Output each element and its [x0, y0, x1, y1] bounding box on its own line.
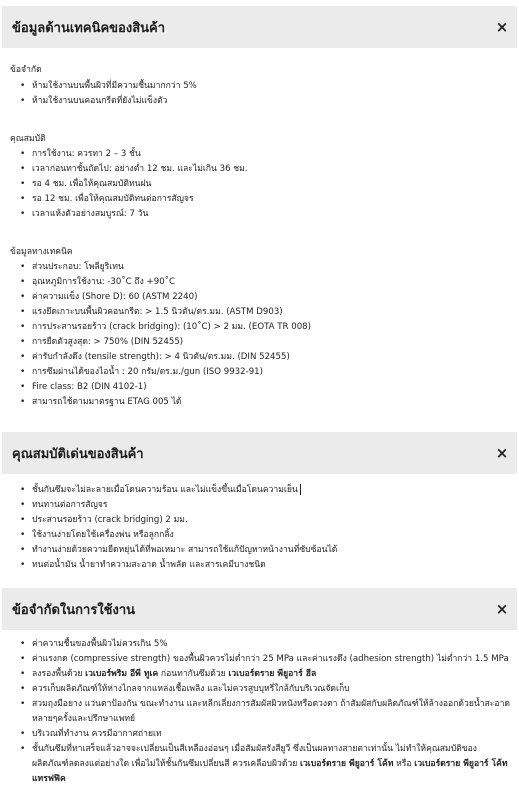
list-item: • เวลาก่อนทาชั้นถัดไป: อย่างต่ำ 12 ชม. และไม่เกิน 36 ชม. — [20, 162, 509, 177]
technical-data-content — [0, 48, 519, 410]
list-item: • ชั้นกันซึมจะไม่ละลายเมื่อโดนความร้อน และไม่แข็งขึ้นเมื่อโดนความเย็น — [20, 483, 509, 498]
list-item: • สามารถใช้ตามมาตรฐาน ETAG 005 ได้ — [20, 395, 509, 410]
list-item: • รอ 12 ชม. เพื่อให้คุณสมบัติทนต่อการสัญจร — [20, 192, 509, 207]
list-item: • บริเวณที่ทำงาน ควรมีอากาศถ่ายเท — [20, 727, 513, 742]
usage-limitations-content — [0, 630, 519, 787]
close-icon[interactable]: × — [495, 18, 509, 36]
product-name: เวเบอร์ดราย พียูอาร์ โค้ท แทรฟฟิค — [32, 759, 508, 784]
list-item: • ส่วนประกอบ: โพลียูริเทน — [20, 260, 509, 275]
list-item: • การซึมผ่านได้ของไอน้ำ : 20 กรัม/ตร.ม./gun (ISO 9932-91) — [20, 365, 509, 380]
list-item: • การยืดตัวสูงสุด: > 750% (DIN 52455) — [20, 335, 509, 350]
list-item: • อุณหภูมิการใช้งาน: -30˚C ถึง +90˚C — [20, 275, 509, 290]
technical-data-header[interactable] — [2, 6, 517, 48]
list-item: • ค่าแรงกด (compressive strength) ของพื้นผิวควรไม่ต่ำกว่า 25 MPa และค่าแรงดึง (adhesion strength) ไม่ต่ำกว่า 1.5 MPa — [20, 652, 513, 667]
properties-list — [10, 147, 509, 222]
section-title: ข้อจำกัดในการใช้งาน — [12, 602, 136, 618]
list-item: • ทนต่อน้ำมัน น้ำยาทำความสะอาด น้ำพลัด และสารเคมีบางชนิด — [20, 558, 509, 573]
product-highlights-content — [0, 474, 519, 573]
product-name: เวเบอร์พริม อีพี ทูเค — [85, 669, 159, 679]
list-item: • ค่าความแข็ง (Shore D): 60 (ASTM 2240) — [20, 290, 509, 305]
product-accordion-page — [0, 6, 519, 796]
usage-limitations-list — [10, 637, 513, 787]
text-cursor — [300, 484, 301, 495]
list-item: • ชั้นกันซึมที่ทาเสร็จแล้วอาจจะเปลี่ยนเป็นสีเหลืองอ่อนๆ เมื่อสัมผัสรังสียูวี ซึ่งเป็นผลทางสายตาเท่านั้น ไม่ทำให้คุณสมบัติของผลิตภัณฑ์ลดลงแต่อย่างใด เพื่อไม่ให้ชั้นกันซึมเปลี่ยนสี ควรเคลือบผิวด้วย เวเบอร์ดราย พียูอาร์ โค้ท หรือ เวเบอร์ดราย พียูอาร์ โค้ท แทรฟฟิค — [20, 742, 513, 787]
list-item: • การประสานรอยร้าว (crack bridging): (10˚C) > 2 มม. (EOTA TR 008) — [20, 320, 509, 335]
list-item: • ทำงานง่ายด้วยความยืดหยุ่นได้ที่พอเหมาะ สามารถใช้แก้ปัญหาหน้างานที่ซับซ้อนได้ — [20, 543, 509, 558]
product-name: เวเบอร์ดราย พียูอาร์ โค้ท — [300, 759, 394, 769]
close-icon[interactable]: × — [495, 444, 509, 462]
list-item: • เวลาแห้งตัวอย่างสมบูรณ์: 7 วัน — [20, 207, 509, 222]
list-item: • แรงยึดเกาะบนพื้นผิวคอนกรีต: > 1.5 นิวตัน/ตร.มม. (ASTM D903) — [20, 305, 509, 320]
usage-limitations-header[interactable] — [2, 588, 517, 630]
usage-limitations-section — [0, 588, 519, 787]
technical-list — [10, 260, 509, 410]
list-item: • Fire class: B2 (DIN 4102-1) — [20, 380, 509, 395]
list-item: • ห้ามใช้งานบนคอนกรีตที่ยังไม่แข็งตัว — [20, 94, 509, 109]
list-item: • ควรเก็บผลิตภัณฑ์ให้ห่างไกลจากแหล่งเชื้อเพลิง และไม่ควรสูบบุหรี่ใกล้กับบริเวณจัดเก็บ — [20, 682, 513, 697]
list-item: • ห้ามใช้งานบนพื้นผิวที่มีความชื้นมากกว่า 5% — [20, 79, 509, 94]
list-item: • ค่าความชื้นของพื้นผิวไม่ควรเกิน 5% — [20, 637, 513, 652]
group-title-limitations: ข้อจำกัด — [10, 65, 42, 75]
list-item: • ค่ารับกำลังดึง (tensile strength): > 4 นิวตัน/ตร.มม. (DIN 52455) — [20, 350, 509, 365]
close-icon[interactable]: × — [495, 600, 509, 618]
highlights-list — [10, 483, 509, 573]
product-name: เวเบอร์ดราย พียูอาร์ ฮีล — [228, 669, 317, 679]
list-item: • สวมถุงมือยาง แว่นตาป้องกัน ขณะทำงาน และหลีกเลี่ยงการสัมผัสผิวหนังหรือดวงตา ถ้าสัมผัสกับผลิตภัณฑ์ให้ล้างออกด้วยน้ำสะอาด หลายๆครั้งและปรึกษาแพทย์ — [20, 697, 513, 727]
limitations-list — [10, 79, 509, 109]
section-title: คุณสมบัติเด่นของสินค้า — [12, 446, 144, 462]
list-item: • ทนทานต่อการสัญจร — [20, 498, 509, 513]
list-item: • ประสานรอยร้าว (crack bridging) 2 มม. — [20, 513, 509, 528]
list-item: • ลงรองพื้นด้วย เวเบอร์พริม อีพี ทูเค ก่อนทากันซึมด้วย เวเบอร์ดราย พียูอาร์ ฮีล — [20, 667, 513, 682]
list-item: • ใช้งานง่ายโดยใช้เครื่องพ่น หรือลูกกลิ้ง — [20, 528, 509, 543]
list-item: • รอ 4 ชม. เพื่อให้คุณสมบัติทนฝน — [20, 177, 509, 192]
list-item: • การใช้งาน: ควรทา 2 – 3 ชั้น — [20, 147, 509, 162]
group-title-technical: ข้อมูลทางเทคนิค — [10, 247, 73, 257]
section-title: ข้อมูลด้านเทคนิคของสินค้า — [12, 20, 166, 36]
product-highlights-header[interactable] — [2, 432, 517, 474]
group-title-properties: คุณสมบัติ — [10, 134, 46, 144]
product-highlights-section — [0, 432, 519, 573]
technical-data-section — [0, 6, 519, 410]
